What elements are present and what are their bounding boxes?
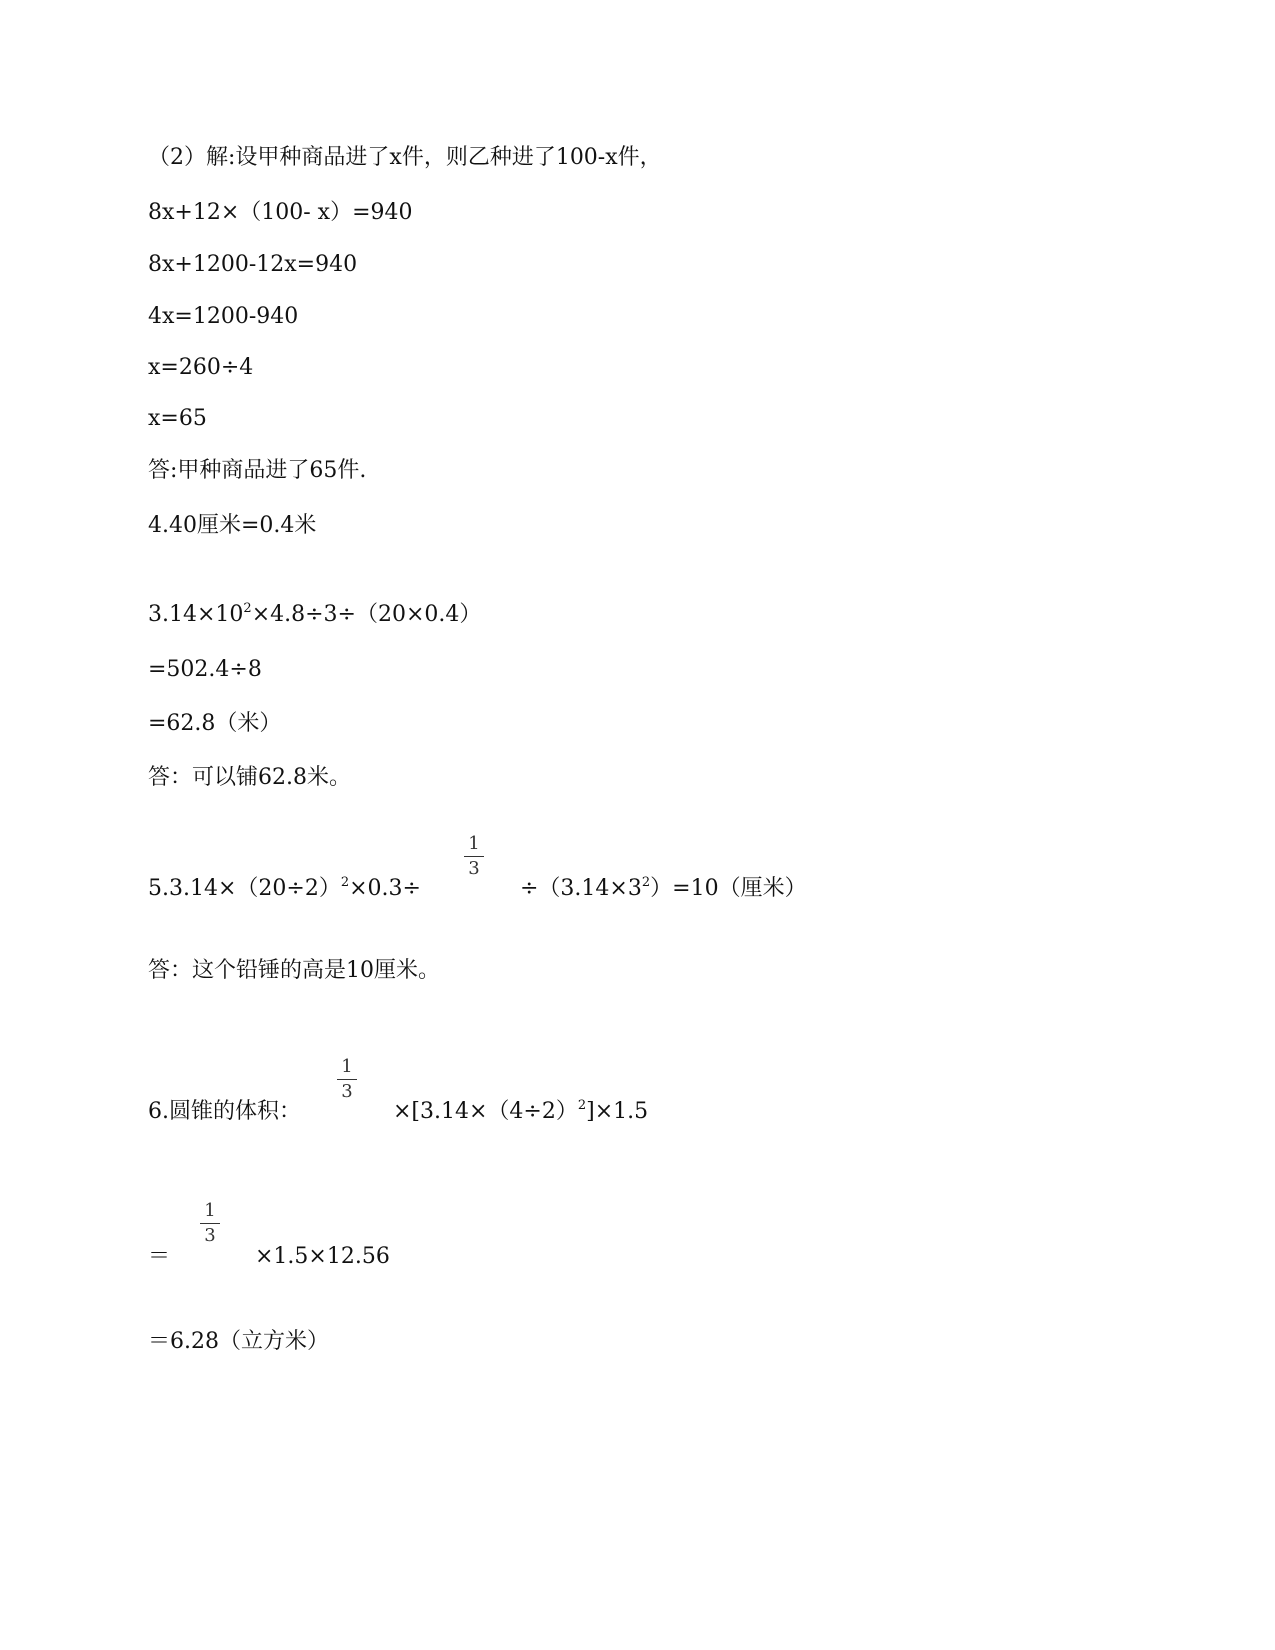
- q5-exponent-1: 2: [340, 875, 350, 890]
- q6-fraction-numerator: 1: [341, 1056, 353, 1077]
- q6-step-2: ＝6.28（立方米）: [148, 1329, 329, 1354]
- q4-step-2: =62.8（米）: [148, 711, 282, 736]
- q5-exponent-2: 2: [641, 875, 651, 890]
- q4-expr-b: ×4.8÷3÷（20×0.4）: [251, 602, 482, 627]
- q6-fraction-bar: [337, 1079, 357, 1080]
- q5-part-c: ÷（3.14×3: [520, 876, 642, 901]
- q5-part-d: ）=10（厘米）: [650, 876, 807, 901]
- part2-step-2: 8x+1200-12x=940: [148, 252, 358, 277]
- q6-step-1-fraction-denominator: 3: [204, 1225, 216, 1246]
- q6-step-1-fraction-bar: [200, 1223, 220, 1224]
- q4-answer: 答：可以铺62.8米。: [148, 765, 351, 790]
- q6-step-1-rest: ×1.5×12.56: [255, 1244, 390, 1269]
- part2-step-1: 8x+12×（100- x）=940: [148, 200, 413, 225]
- q5-fraction-denominator: 3: [468, 858, 480, 879]
- q5-expression-left: [148, 875, 421, 903]
- q6-step-1-prefix: ＝: [148, 1244, 171, 1269]
- part2-answer: 答:甲种商品进了65件.: [148, 458, 367, 483]
- q4-step-1: =502.4÷8: [148, 657, 262, 682]
- q6-step-1-fraction-numerator: 1: [204, 1200, 216, 1221]
- q5-answer: 答：这个铅锤的高是10厘米。: [148, 958, 440, 983]
- q6-rest-exponent: 2: [577, 1098, 587, 1113]
- q6-rest-a: ×[3.14×（4÷2）: [393, 1099, 578, 1124]
- q6-rest-b: ]×1.5: [586, 1099, 649, 1124]
- part2-intro: （2）解:设甲种商品进了x件，则乙种进了100-x件，: [148, 145, 662, 170]
- part2-step-3: 4x=1200-940: [148, 304, 299, 329]
- q4-expr-exponent: 2: [243, 601, 252, 616]
- q4-conversion: 4.40厘米=0.4米: [148, 513, 317, 538]
- q4-expr-a: 3.14×10: [148, 602, 244, 627]
- q5-expression-right: [520, 875, 807, 903]
- q6-fraction-denominator: 3: [341, 1081, 353, 1102]
- q6-expression: [393, 1098, 648, 1126]
- q4-expression: [148, 601, 481, 629]
- q5-part-b: ×0.3÷: [349, 876, 421, 901]
- q6-step-1-fraction: [198, 1201, 222, 1246]
- q5-fraction: [462, 834, 486, 879]
- q5-fraction-bar: [464, 856, 484, 857]
- q5-fraction-numerator: 1: [468, 833, 480, 854]
- part2-step-4: x=260÷4: [148, 355, 254, 380]
- q5-part-a: 5.3.14×（20÷2）: [148, 876, 341, 901]
- q6-label: 6.圆锥的体积：: [148, 1099, 301, 1124]
- q6-fraction: [335, 1057, 359, 1102]
- part2-step-5: x=65: [148, 406, 207, 431]
